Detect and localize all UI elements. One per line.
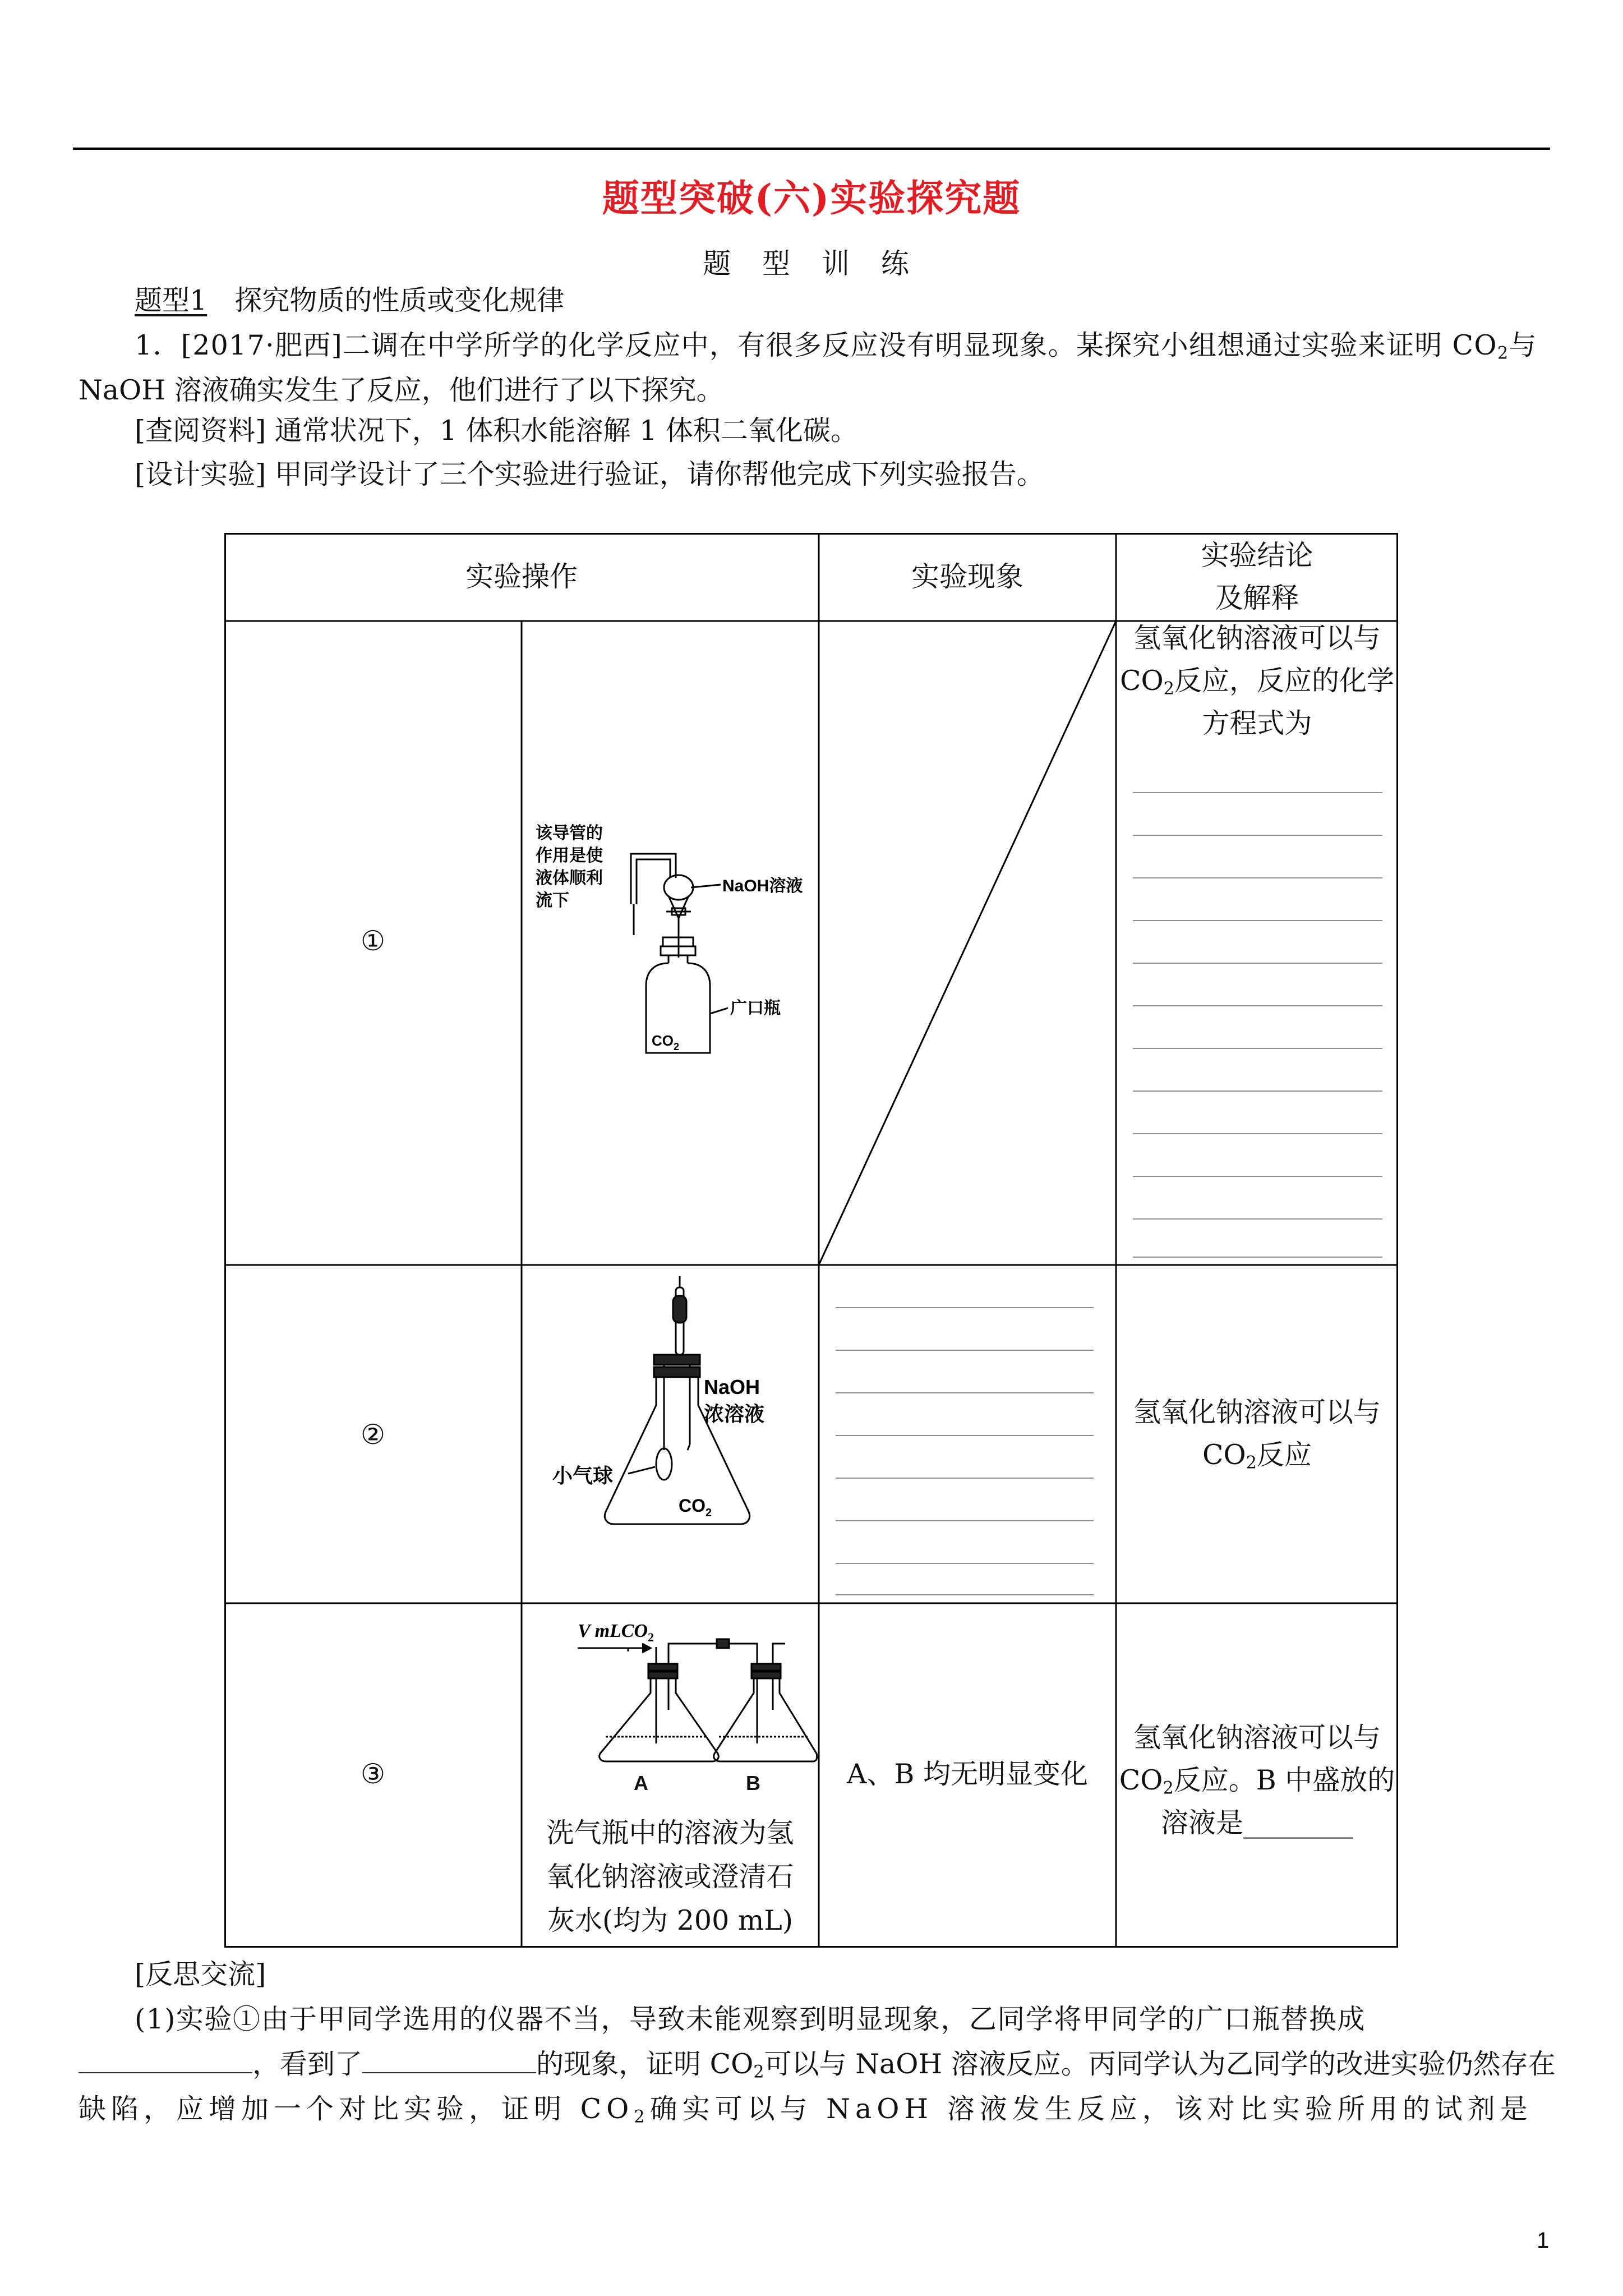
- diagonal-slash: [819, 621, 1116, 1265]
- row3-conclusion-l1: 氢氧化钠溶液可以与: [1133, 1722, 1381, 1754]
- answer-blank-2[interactable]: [362, 2050, 536, 2073]
- co2-label-fig2: $CO_2$: [679, 1496, 712, 1519]
- tube-note-l3: 液体顺利: [536, 869, 603, 887]
- reflection-line-3: 缺陷，应增加一个对比实验，证明 $CO_2$确实可以与 NaOH 溶液发生反应，该对比实验所用的试剂是: [79, 2093, 1533, 2127]
- row3-conclusion-l3[interactable]: 溶液是________: [1160, 1807, 1353, 1839]
- tube-note-l4: 流下: [536, 891, 569, 910]
- header-conclusion-l2: 及解释: [1215, 582, 1299, 614]
- row1-conclusion-l1: 氢氧化钠溶液可以与: [1133, 622, 1381, 654]
- row1-conclusion-l3: 方程式为: [1202, 707, 1312, 739]
- page-number: 1: [1537, 2228, 1550, 2253]
- wash-bottles-figure: [522, 1603, 819, 1772]
- row3-conclusion-l2: $CO_2$反应。B 中盛放的: [1119, 1764, 1395, 1798]
- reflection-line-2: ，看到了 的现象，证明 $CO_2$可以与 NaOH 溶液反应。丙同学认为乙同学的改进实验仍然存在: [79, 2042, 1556, 2095]
- section-text: 探究物质的性质或变化规律: [234, 284, 565, 316]
- section-heading: [135, 278, 564, 323]
- reflection-line-1: (1)实验①由于甲同学选用的仪器不当，导致未能观察到明显现象，乙同学将甲同学的广口瓶替换成: [135, 2003, 1366, 2035]
- row-num-1: ①: [361, 925, 385, 957]
- bottle-label: 广口瓶: [730, 999, 781, 1018]
- conical-flask-balloon-figure: [522, 1265, 819, 1603]
- row3-phenomenon: A、B 均无明显变化: [847, 1758, 1088, 1790]
- naoh-conc-label-l1: NaOH: [704, 1375, 760, 1398]
- gas-inlet-label: V mLCO$_2$: [578, 1621, 654, 1644]
- question-line-2: NaOH 溶液确实发生了反应，他们进行了以下探究。: [79, 374, 724, 406]
- header-phenomenon: 实验现象: [911, 560, 1023, 593]
- row3-op-l1: 洗气瓶中的溶液为氢: [546, 1817, 794, 1849]
- row2-conclusion-l2: $CO_2$反应: [1202, 1439, 1312, 1473]
- info-line: [查阅资料] 通常状况下，1 体积水能溶解 1 体积二氧化碳。: [135, 415, 858, 447]
- page-title: 题型突破(六)实验探究题: [602, 176, 1021, 220]
- design-line: [设计实验] 甲同学设计了三个实验进行验证，请你帮他完成下列实验报告。: [135, 458, 1044, 490]
- experiment-report-table: [224, 533, 1398, 1948]
- row1-conclusion-l2: $CO_2$反应，反应的化学: [1119, 665, 1394, 699]
- co2-label-fig1: $CO_2$: [652, 1032, 680, 1052]
- tube-note-l1: 该导管的: [536, 824, 603, 843]
- row3-op-l3: 灰水(均为 200 mL): [547, 1904, 793, 1936]
- row2-conclusion-l1: 氢氧化钠溶液可以与: [1133, 1396, 1381, 1428]
- row3-op-l2: 氧化钠溶液或澄清石: [546, 1861, 794, 1893]
- header-conclusion-l1: 实验结论: [1201, 539, 1313, 572]
- section-subtitle: 题 型 训 练: [703, 247, 920, 280]
- header-operation: 实验操作: [465, 560, 578, 593]
- naoh-label: NaOH溶液: [722, 877, 803, 895]
- flask-b-label: B: [746, 1772, 760, 1795]
- subscript-2: 2: [1497, 343, 1509, 364]
- row-num-2: ②: [361, 1419, 385, 1451]
- answer-blank-1[interactable]: [79, 2050, 252, 2073]
- q1-text: 1．[2017·肥西]二调在中学所学的化学反应中，有很多反应没有明显现象。某探究小组想通过实验来证明 CO: [135, 329, 1497, 361]
- balloon-label: 小气球: [552, 1464, 614, 1487]
- tube-note-l2: 作用是使: [536, 846, 603, 865]
- reflection-heading: [反思交流]: [135, 1958, 266, 1990]
- separatory-funnel-figure: [522, 621, 819, 1265]
- top-rule: [73, 148, 1550, 150]
- flask-labels: [522, 1772, 819, 1794]
- section-tag: 题型1: [135, 284, 208, 316]
- flask-a-label: A: [634, 1772, 648, 1795]
- q1-text-end: 与: [1509, 329, 1537, 361]
- row-num-3: ③: [361, 1758, 385, 1790]
- naoh-conc-label-l2: 浓溶液: [704, 1402, 765, 1425]
